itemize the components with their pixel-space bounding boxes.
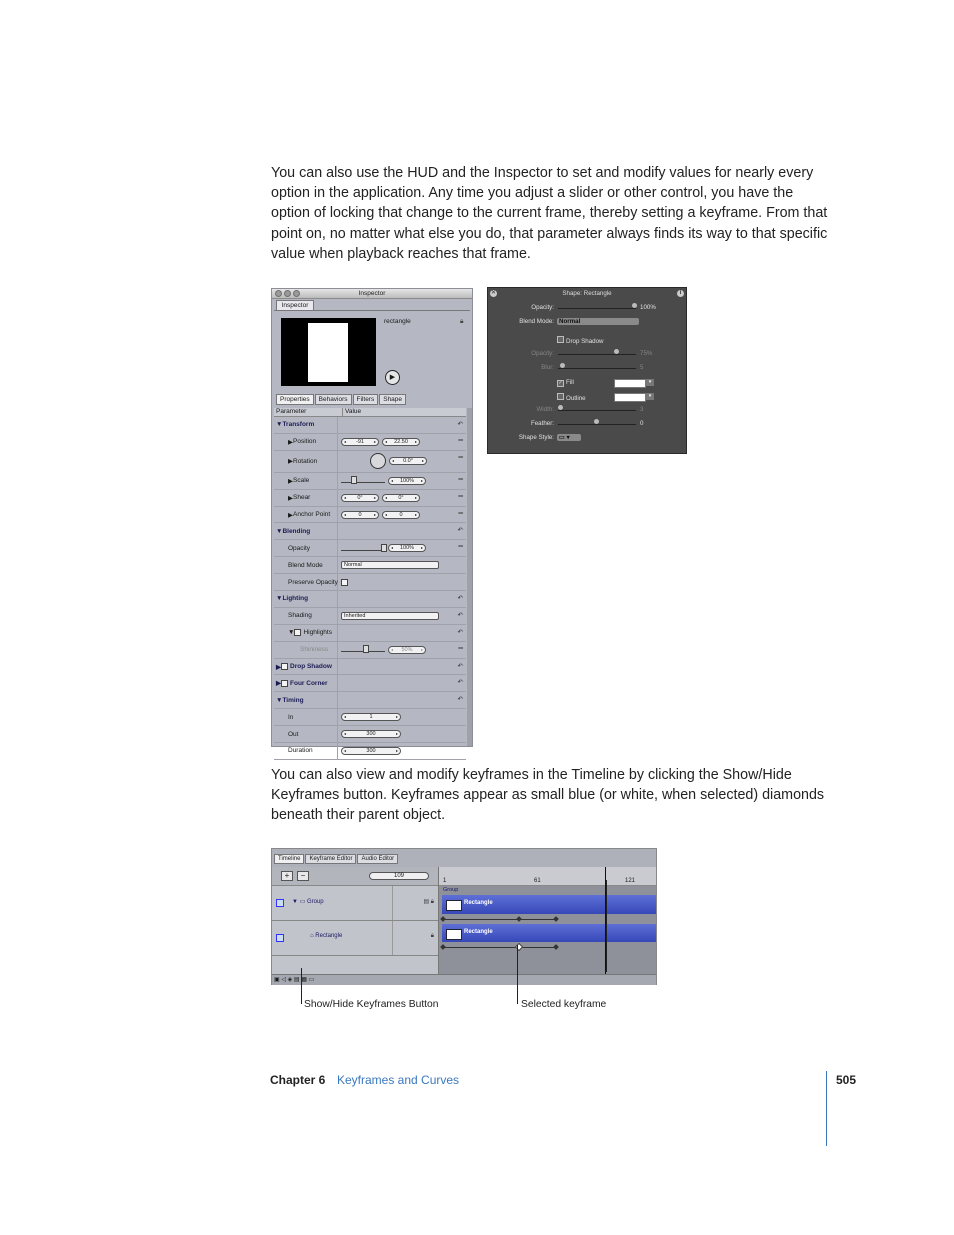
lock-icon[interactable]: ▤ 🔒︎ — [423, 899, 434, 905]
param-row: Opacity ◂ 100% ▸ ═ — [274, 540, 466, 557]
param-row: ▼ Transform ↶ — [274, 417, 466, 434]
param-row: ▶ Anchor Point ◂ 0 ▸ ◂ 0 ▸ ═ — [274, 507, 466, 524]
tab-filters[interactable]: Filters — [353, 394, 379, 405]
blend-mode-popup[interactable]: Normal — [557, 318, 639, 325]
width-slider[interactable] — [558, 406, 636, 411]
timeline-window — [271, 848, 657, 985]
column-header — [274, 408, 466, 417]
hud-window: ✕ Shape: Rectangle i Opacity: 100% Blend Mode: Normal Drop Shadow Opacity: 75% Blur: 5 ✓ Fill ▾ Outline ▾ Width: 3 Feather: 0 Shape Style: ▭ ▾ — [487, 287, 687, 454]
reset-icon[interactable]: ═ — [458, 436, 463, 444]
outline-color-swatch[interactable] — [614, 393, 646, 402]
track-bar-rectangle[interactable]: Rectangle — [442, 924, 656, 942]
hud-titlebar[interactable] — [488, 288, 686, 300]
layer-name: ⌂ Rectangle — [310, 933, 343, 939]
rotation-field[interactable]: ◂ 0.0° ▸ — [389, 457, 427, 465]
toolbar-icons[interactable]: ▣ ◁ ◈ ▤ ▦ ▭ — [274, 977, 315, 983]
fill-checkbox[interactable]: ✓ Fill — [558, 379, 574, 386]
param-row: ▼ Timing ↶ — [274, 692, 466, 709]
param-row: ▼ Blending ↶ — [274, 523, 466, 540]
keyframe[interactable] — [440, 944, 446, 950]
tab-properties[interactable]: Properties — [276, 394, 314, 405]
reset-icon[interactable]: ↶ — [457, 679, 463, 687]
out-field[interactable]: ◂ 300 ▸ — [341, 730, 401, 738]
reset-icon[interactable]: ═ — [458, 453, 463, 461]
lock-icon[interactable]: 🔒︎ — [460, 318, 464, 325]
layers-panel — [272, 867, 439, 974]
shear-y-field[interactable]: ◂ 0° ▸ — [382, 494, 420, 502]
reset-icon[interactable]: ↶ — [457, 421, 463, 428]
inspector-title: Inspector — [358, 290, 386, 297]
reset-icon[interactable]: ↶ — [457, 595, 463, 603]
timeline-paragraph: You can also view and modify keyframes in the Timeline by clicking the Show/Hide Keyframes button. Keyframes appear as small blue (or white, when selected) diamonds beneath their parent object. — [271, 767, 825, 824]
feather-slider[interactable] — [558, 420, 636, 425]
lock-icon[interactable]: 🔒︎ — [430, 933, 434, 939]
keyframe[interactable] — [440, 916, 446, 922]
in-field[interactable]: ◂ 1 ▸ — [341, 713, 401, 721]
layer-enable-checkbox[interactable] — [276, 899, 284, 907]
remove-icon[interactable]: − — [297, 871, 309, 881]
position-y-field[interactable]: ◂ 22.50 ▸ — [382, 438, 420, 446]
opacity-field[interactable]: ◂ 100% ▸ — [388, 544, 426, 552]
highlights-checkbox[interactable] — [294, 629, 301, 636]
param-row: In ◂ 1 ▸ — [274, 709, 466, 726]
timeline-toolbar — [272, 974, 656, 985]
shininess-field[interactable]: ◂ 50% ▸ — [388, 646, 426, 654]
drop-shadow-checkbox[interactable]: Drop Shadow — [557, 336, 604, 345]
track-area — [439, 867, 656, 974]
col-parameter: Parameter — [274, 408, 343, 416]
shading-popup[interactable]: Inherited — [341, 612, 439, 620]
shadow-opacity-slider[interactable] — [558, 350, 636, 355]
tab-shape[interactable]: Shape — [379, 394, 406, 405]
shininess-slider[interactable] — [341, 647, 385, 652]
shape-style-popup[interactable]: ▭ ▾ — [557, 434, 581, 441]
scrollbar[interactable] — [467, 408, 472, 746]
anchor-x-field[interactable]: ◂ 0 ▸ — [341, 511, 379, 519]
disclosure-icon[interactable]: ▶ — [288, 438, 293, 446]
layer-enable-checkbox[interactable] — [276, 934, 284, 942]
drop-shadow-checkbox[interactable] — [281, 663, 288, 670]
param-row: ▶ Scale ◂ 100% ▸ ═ — [274, 473, 466, 490]
inspector-titlebar[interactable] — [272, 289, 472, 299]
callout-selected-keyframe: Selected keyframe — [521, 999, 607, 1010]
preview-thumbnail — [281, 318, 376, 386]
reset-icon[interactable]: ═ — [458, 509, 463, 517]
disclosure-icon[interactable]: ▶ — [288, 477, 293, 485]
duration-field[interactable]: ◂ 300 ▸ — [341, 747, 401, 755]
reset-icon[interactable]: ═ — [458, 475, 463, 483]
disclosure-icon[interactable]: ▶ — [288, 511, 293, 519]
time-ruler[interactable]: 1 61 121 — [439, 867, 656, 886]
layer-row — [272, 921, 438, 956]
disclosure-icon[interactable]: ▶ — [276, 680, 281, 688]
play-icon[interactable]: ▶ — [385, 370, 400, 385]
param-row: ▶ Four Corner ↶ — [274, 675, 466, 692]
keyframe[interactable] — [553, 944, 559, 950]
group-label: Group — [443, 887, 459, 893]
param-row: Blend Mode Normal — [274, 557, 466, 574]
object-name: rectangle — [384, 318, 411, 325]
disclosure-icon[interactable]: ▶ — [288, 458, 293, 466]
param-row: Preserve Opacity — [274, 574, 466, 591]
position-x-field[interactable]: ◂ -91 ▸ — [341, 438, 379, 446]
blur-slider[interactable] — [558, 364, 636, 369]
param-row: Shininess ◂ 50% ▸ ═ — [274, 642, 466, 659]
keyframe[interactable] — [553, 916, 559, 922]
param-row: ▼ Highlights ↶ — [274, 625, 466, 642]
param-row: ▶ Shear ◂ 0° ▸ ◂ 0° ▸ ═ — [274, 490, 466, 507]
reset-icon[interactable]: ═ — [458, 543, 463, 551]
info-icon[interactable]: i — [677, 290, 684, 297]
four-corner-checkbox[interactable] — [281, 680, 288, 687]
preserve-opacity-checkbox[interactable] — [341, 579, 348, 586]
opacity-slider[interactable] — [558, 304, 636, 309]
tab-behaviors[interactable]: Behaviors — [315, 394, 352, 405]
disclosure-icon[interactable]: ▶ — [276, 663, 281, 671]
callout-show-hide-keyframes: Show/Hide Keyframes Button — [304, 999, 439, 1010]
layer-name: ▼ ▭ Group — [292, 899, 324, 905]
param-row: ▼ Lighting ↶ — [274, 591, 466, 608]
param-row: ▶ Position ◂ -91 ▸ ◂ 22.50 ▸ ═ — [274, 434, 466, 451]
close-icon[interactable]: ✕ — [490, 290, 497, 296]
reset-icon[interactable]: ↶ — [457, 696, 463, 704]
blend-mode-popup[interactable]: Normal — [341, 561, 439, 569]
keyframe[interactable] — [516, 916, 522, 922]
disclosure-icon[interactable]: ▼ — [276, 595, 283, 603]
tab-audio-editor[interactable]: Audio Editor — [357, 854, 398, 864]
hud-title: Shape: Rectangle — [562, 290, 612, 297]
reset-icon[interactable]: ↶ — [457, 662, 463, 670]
tab-timeline[interactable]: Timeline — [274, 854, 304, 864]
window-controls[interactable] — [275, 290, 300, 297]
reset-icon[interactable]: ↶ — [457, 611, 463, 619]
chapter-label: Chapter 6 — [270, 1073, 326, 1087]
scale-field[interactable]: ◂ 100% ▸ — [388, 477, 426, 485]
disclosure-icon[interactable]: ▶ — [288, 494, 293, 502]
chapter-title-link[interactable]: Keyframes and Curves — [337, 1073, 460, 1087]
opacity-slider[interactable] — [341, 546, 385, 551]
col-value: Value — [345, 408, 362, 415]
disclosure-icon[interactable]: ▼ — [276, 696, 283, 704]
anchor-y-field[interactable]: ◂ 0 ▸ — [382, 511, 420, 519]
param-row: ▶ Rotation ◂ 0.0° ▸ ═ — [274, 451, 466, 473]
param-row: Out ◂ 300 ▸ — [274, 726, 466, 743]
disclosure-icon[interactable]: ▼ — [276, 527, 283, 535]
outline-checkbox[interactable]: Outline — [557, 393, 586, 402]
page-number: 505 — [836, 1073, 857, 1087]
intro-paragraph: You can also use the HUD and the Inspector to set and modify values for nearly every option in the application. Any time you adjust a slider or other control, you have the option of locking that change to the current frame, thereby setting a keyframe. From that point on, no matter what else you do, that parameter always finds its way to that specific value when playback reaches that frame. — [271, 165, 828, 262]
inspector-window — [271, 288, 473, 755]
disclosure-icon[interactable]: ▼ ▭ — [292, 899, 307, 905]
track-bar-rectangle[interactable]: Rectangle — [442, 895, 656, 914]
layer-row — [272, 886, 438, 921]
param-row: ▶ Drop Shadow ↶ — [274, 659, 466, 676]
reset-icon[interactable]: ═ — [458, 644, 463, 652]
reset-icon[interactable]: ═ — [458, 492, 463, 500]
param-row: Shading Inherited ↶ — [274, 608, 466, 625]
scale-slider[interactable] — [341, 478, 385, 483]
add-icon[interactable]: + — [281, 871, 293, 881]
tab-keyframe-editor[interactable]: Keyframe Editor — [305, 854, 356, 864]
current-frame-field[interactable]: 109 — [369, 872, 429, 880]
reset-icon[interactable]: ↶ — [457, 527, 463, 535]
fill-color-swatch[interactable] — [614, 379, 646, 388]
rotation-dial[interactable] — [370, 453, 386, 469]
disclosure-icon[interactable]: ▼ — [276, 421, 283, 429]
shape-icon: ⌂ — [310, 933, 316, 939]
reset-icon[interactable]: ↶ — [457, 628, 463, 636]
shear-x-field[interactable]: ◂ 0° ▸ — [341, 494, 379, 502]
param-row: Duration ◂ 300 ▸ — [274, 743, 466, 760]
tab-inspector[interactable]: Inspector — [276, 300, 314, 310]
disclosure-icon[interactable]: ▼ — [288, 629, 295, 637]
